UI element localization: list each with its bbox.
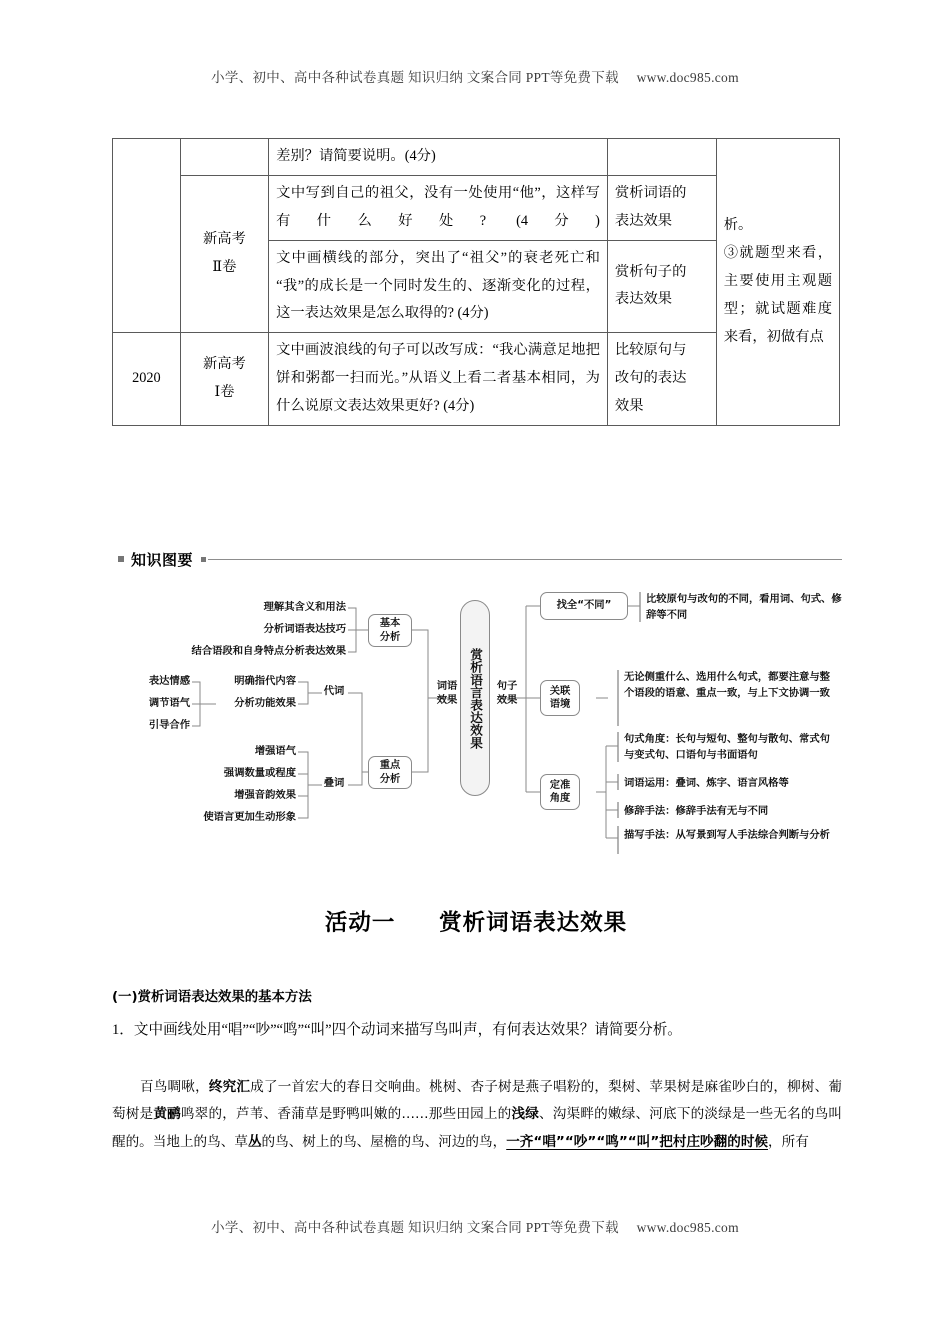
mm-pronoun-sub-2: 引导合作 [148,719,190,731]
cell-question-1: 文中写到自己的祖父，没有一处使用“他”，这样写有什么好处? (4分) [269,175,608,240]
passage-bold-1: 终究汇 [208,1079,251,1095]
point-line-2: 改句的表达 [614,370,687,387]
mm-pronoun-item-0: 明确指代内容 [234,675,296,687]
footer-watermark [0,1216,950,1236]
mm-node-context-line1: 关联 [549,684,571,697]
watermark-url: www.doc985.com [636,1220,739,1235]
point-line-3: 效果 [614,398,644,414]
cell-paper-xingaokao-2 [180,175,268,332]
section-title: 知识图要 [131,550,194,569]
passage-part-3: 鸣翠的，芦苇、香蒲草是野鸭叫嫩的……那些田园上的 [180,1106,512,1123]
sub-heading: (一)赏析词语表达效果的基本方法 [112,990,312,1005]
mm-branch-word-line2: 效果 [436,693,458,706]
passage-part-5: 的鸟、树上的鸟、屋檐的鸟、河边的鸟， [261,1133,507,1150]
mm-redup-item-1: 强调数量或程度 [223,767,296,779]
mm-redup-item-0: 增强语气 [254,745,296,757]
mm-branch-sent-line1: 句子 [496,680,518,692]
passage-bold-2: 黄鹂 [153,1106,181,1123]
mm-redup-item-3: 使语言更加生动形象 [203,811,296,823]
mm-redup-item-2: 增强音韵效果 [234,789,296,801]
passage-part-6: ，所有 [768,1133,809,1150]
mm-basic-item-0: 理解其含义和用法 [263,601,346,613]
point-line-1: 赏析句子的 [614,263,687,280]
cell-year-2020: 2020 [113,333,181,426]
passage-bold-4: 丛 [247,1133,262,1150]
mm-node-angle [540,774,580,810]
mm-node-basic-analysis [368,614,412,647]
cell-year-blank [113,139,181,333]
mm-text-context: 无论侧重什么、选用什么句式，都要注意与整个语段的语意、重点一致，与上下文协调一致 [624,671,830,699]
activity-label: 活动一 [324,910,396,936]
passage-bold-3: 浅绿 [511,1106,540,1123]
mm-basic-item-2: 结合语段和自身特点分析表达效果 [191,645,346,657]
cell-point-2 [607,240,716,333]
mm-node-pronoun: 代词 [323,685,345,697]
knowledge-mindmap [112,586,842,886]
point-line-2: 表达效果 [614,212,673,229]
reading-passage [112,1074,842,1156]
exam-question-table [112,138,840,426]
mm-pronoun-sub-0: 表达情感 [148,675,190,687]
cell-analysis-note [716,139,839,426]
note-body: ③就题型来看，主要使用主观题型；就试题难度来看，初做有点 [723,245,832,345]
mm-branch-label-sentence-effect [490,680,524,708]
cell-paper-xingaokao-1 [180,333,268,426]
note-top-line: 析。 [723,217,753,234]
watermark-url: www.doc985.com [636,70,739,85]
cell-question-2: 文中画横线的部分，突出了“祖父”的衰老死亡和“我”的成长是一个同时发生的、逐渐变化的过程，这一表达效果是怎么取得的? (4分) [269,240,608,333]
header-watermark [0,66,950,86]
section-heading-knowledge-map [118,546,842,572]
mm-branch-word-line1: 词语 [436,680,458,692]
mm-center-node: 赏析语言表达效果 [460,600,490,796]
mm-node-context-line2: 语境 [549,698,571,710]
point-line-1: 赏析词语的 [614,184,687,201]
mm-node-basic-line2: 分析 [379,630,401,643]
heading-rule [208,559,842,560]
paper-line-1: 新高考 [202,356,246,373]
mm-node-key-line2: 分析 [379,772,401,785]
mm-node-angle-line1: 定准 [549,778,571,791]
passage-part-1: 百鸟啁啾， [140,1079,209,1095]
cell-question-3: 文中画波浪线的句子可以改写成：“我心满意足地把饼和粥都一扫而光。”从语义上看二者基本相同，为什么说原文表达效果更好? (4分) [269,333,608,426]
cell-point-blank [607,139,716,176]
mm-node-key-line1: 重点 [379,759,401,772]
mm-basic-item-1: 分析词语表达技巧 [263,623,346,635]
bullet-square-icon [118,556,124,562]
question-item-1: 1．文中画线处用“唱”“吵”“鸣”“叫”四个动词来描写鸟叫声，有何表达效果？请简要分析。 [112,1022,682,1038]
mm-branch-sent-line2: 效果 [496,693,518,706]
activity-name: 赏析词语表达效果 [439,910,628,936]
watermark-text: 小学、初中、高中各种试卷真题 知识归纳 文案合同 PPT等免费下载 [211,1220,619,1235]
mm-text-angle-3: 描写手法：从写景到写人手法综合判断与分析 [624,829,830,841]
cell-point-1 [607,175,716,240]
mm-node-angle-line2: 角度 [549,792,571,804]
mm-pronoun-sub-1: 调节语气 [148,697,190,709]
mm-pronoun-item-1: 分析功能效果 [234,697,296,709]
activity-title [112,905,840,937]
mm-node-context [540,680,580,716]
paper-line-2: Ⅰ卷 [214,384,235,401]
point-line-1: 比较原句与 [614,342,687,359]
cell-point-3 [607,333,716,426]
cell-paper-blank [180,139,268,176]
mm-text-angle-0: 句式角度：长句与短句、整句与散句、常式句与变式句、口语句与书面语句 [624,733,830,761]
passage-part-2: 成了一首宏大的春日交响曲。桃树、杏子树是燕子唱粉的，梨树、苹果树是麻雀吵白的，柳树、葡萄树是 [112,1079,843,1123]
table-row [113,139,840,176]
mm-node-reduplication: 叠词 [323,777,345,789]
watermark-text: 小学、初中、高中各种试卷真题 知识归纳 文案合同 PPT等免费下载 [211,70,619,85]
bullet-square-small-icon [201,557,206,562]
mm-node-find-differences: 找全“不同” [540,592,628,620]
passage-part-4: 、沟渠畔的嫩绿、河底下的淡绿是一些无名的鸟叫醒的。当地上的鸟、草 [112,1106,843,1150]
mm-text-find-differences: 比较原句与改句的不同，看用词、句式、修辞等不同 [646,593,842,621]
paper-line-1: 新高考 [202,231,246,248]
passage-underlined: 一齐“唱”“吵”“鸣”“叫”把村庄吵翻的时候 [506,1133,769,1150]
mm-text-angle-1: 词语运用：叠词、炼字、语言风格等 [624,777,789,789]
mm-node-basic-line1: 基本 [379,617,401,630]
paper-line-2: Ⅱ卷 [212,259,237,276]
cell-question-0: 差别？请简要说明。(4分) [269,139,608,176]
mm-branch-label-word-effect [430,680,464,708]
point-line-2: 表达效果 [614,291,673,308]
mm-node-key-analysis [368,756,412,789]
mm-text-angle-2: 修辞手法：修辞手法有无与不同 [624,805,769,817]
